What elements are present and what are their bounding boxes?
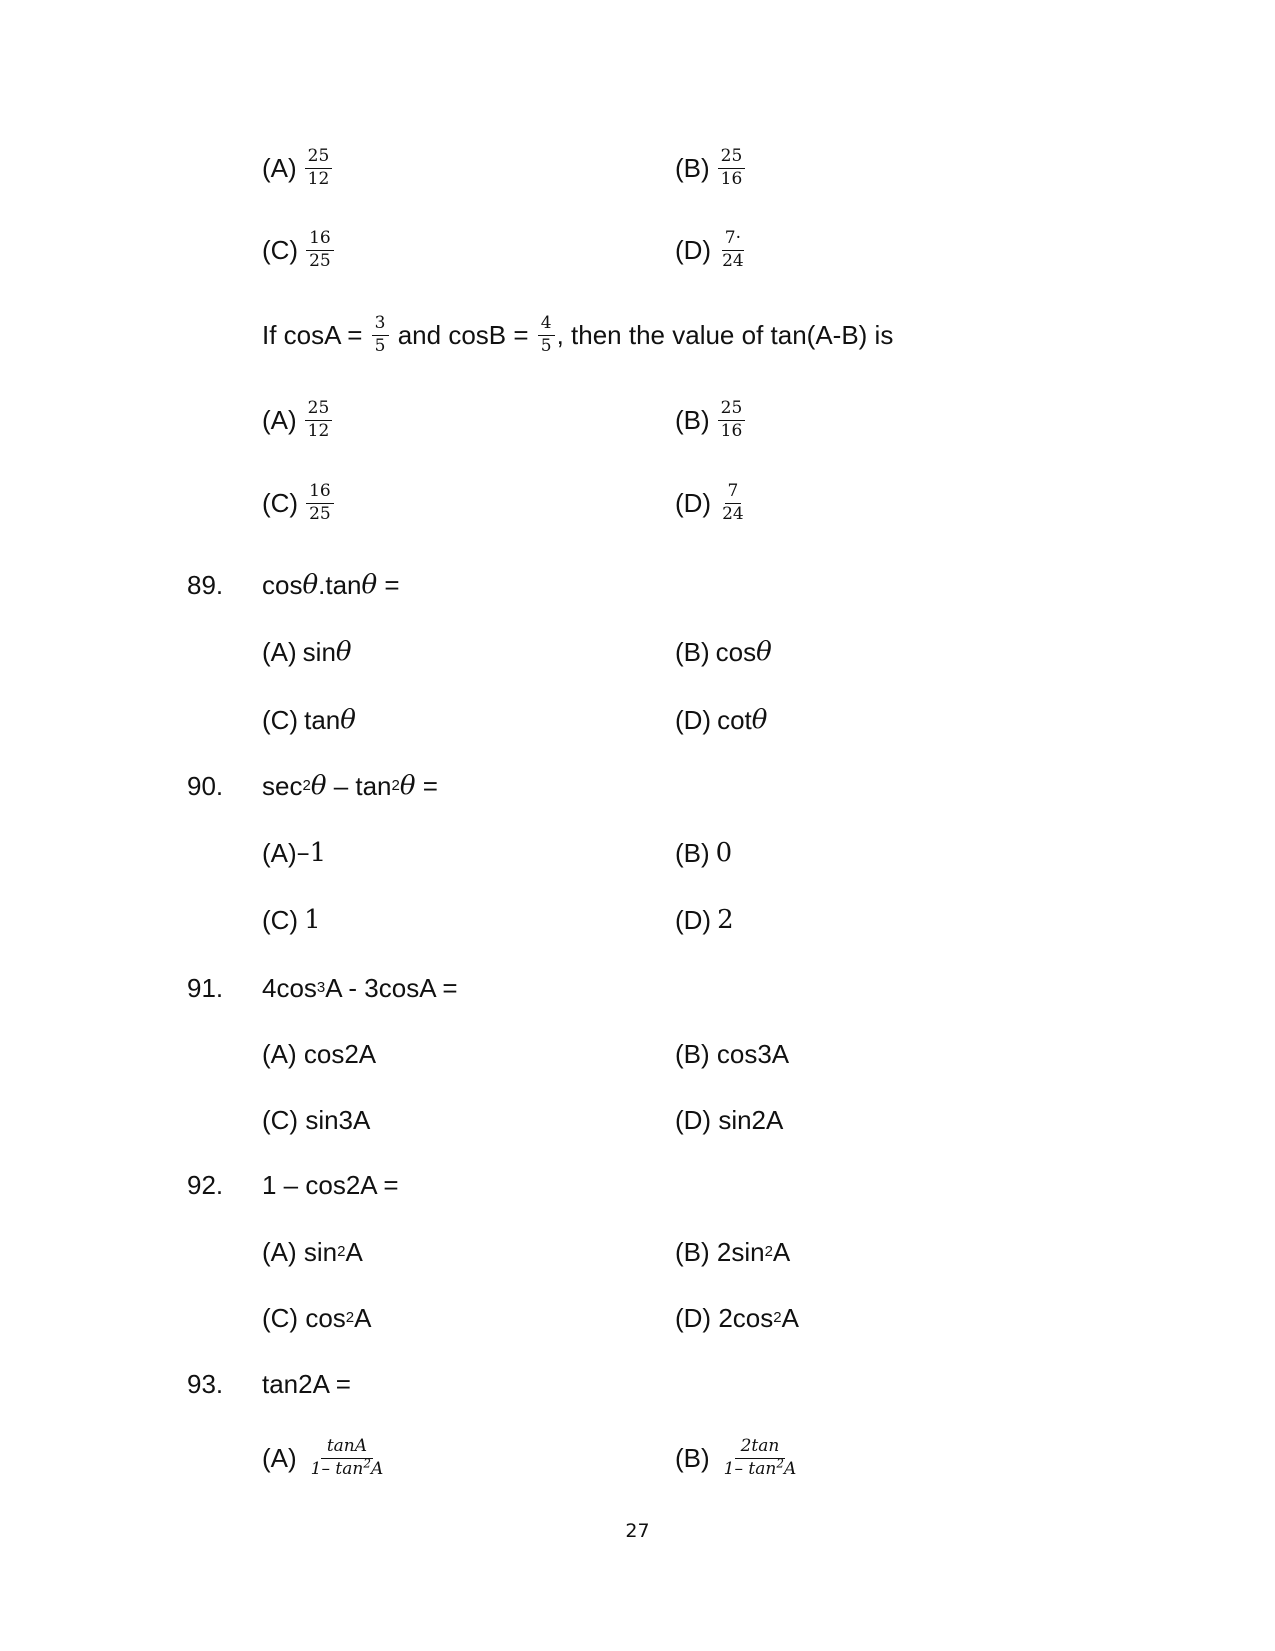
option-a: (A) cos2A — [262, 1038, 377, 1069]
question-stem: cos θ .tan θ = — [262, 569, 400, 600]
question-number: 92. — [187, 1169, 224, 1200]
fraction: $\frac{25}{12}$ — [305, 400, 333, 441]
option-a: (A) sin θ — [262, 636, 352, 667]
option-b: (B) cos θ — [675, 636, 772, 667]
fraction: $\frac{7\cdot}{24}$ — [722, 227, 744, 271]
fraction: $\frac{25}{16}$ — [718, 148, 746, 189]
fraction: $\frac{7}{24}$ — [722, 480, 744, 524]
option-b: (B) cos3A — [675, 1038, 790, 1069]
option-d: (D) 2cos 2 A — [675, 1302, 799, 1333]
question-number: 93. — [187, 1368, 224, 1399]
option-a: (A) $\frac{25}{12}$ — [262, 390, 334, 450]
option-d: (D) sin2A — [675, 1104, 784, 1135]
option-c: (C) $\frac{16}{25}$ — [262, 220, 336, 280]
question-stem: 4cos 3 A - 3cosA = — [262, 972, 458, 1003]
question-number: 91. — [187, 972, 224, 1003]
fraction: $\frac{3}{5}$ — [372, 315, 389, 356]
option-a: (A) sin 2 A — [262, 1236, 363, 1267]
option-d: (D) $\frac{7}{24}$ — [675, 473, 749, 533]
option-c: (C) 1 — [262, 904, 321, 935]
question-stem: sec 2 θ – tan 2 θ = — [262, 770, 438, 801]
option-a: (A) $\frac{25}{12}$ — [262, 138, 334, 198]
fraction: $\frac{2\tan}{1- \tan^2A}$ — [723, 1435, 797, 1479]
fraction: $\frac{4}{5}$ — [538, 315, 555, 356]
option-c: (C) sin3A — [262, 1104, 371, 1135]
option-a: (A) $\frac{\tan A}{1- \tan^2A}$ — [262, 1428, 391, 1488]
option-b: (B) 0 — [675, 837, 733, 868]
question-stem: tan2A = — [262, 1368, 351, 1399]
question-stem: 1 – cos2A = — [262, 1169, 399, 1200]
option-b: (B) 2sin 2 A — [675, 1236, 791, 1267]
option-b: (B) $\frac{25}{16}$ — [675, 390, 747, 450]
option-a: (A) –1 — [262, 837, 327, 868]
fraction: $\frac{16}{25}$ — [306, 483, 334, 524]
option-c: (C) tan θ — [262, 704, 356, 735]
page-number: 27 — [625, 1520, 650, 1542]
question-number: 90. — [187, 770, 224, 801]
fraction: $\frac{16}{25}$ — [306, 230, 334, 271]
option-b: (B) $\frac{25}{16}$ — [675, 138, 747, 198]
option-c: (C) $\frac{16}{25}$ — [262, 473, 336, 533]
question-number: 89. — [187, 569, 224, 600]
option-d: (D) 2 — [675, 904, 734, 935]
fraction: $\frac{25}{16}$ — [718, 400, 746, 441]
fraction: $\frac{25}{12}$ — [305, 148, 333, 189]
question-stem: If cosA = $\frac{3}{5}$ and cosB = $\frac{4}{5}$ , then the value of tan(A-B) is — [262, 312, 894, 356]
option-c: (C) cos 2 A — [262, 1302, 372, 1333]
option-b: (B) $\frac{2\tan}{1- \tan^2A}$ — [675, 1428, 804, 1488]
option-d: (D) $\frac{7\cdot}{24}$ — [675, 220, 749, 280]
fraction: $\frac{\tan A}{1- \tan^2A}$ — [310, 1435, 384, 1479]
option-d: (D) cot θ — [675, 704, 768, 735]
